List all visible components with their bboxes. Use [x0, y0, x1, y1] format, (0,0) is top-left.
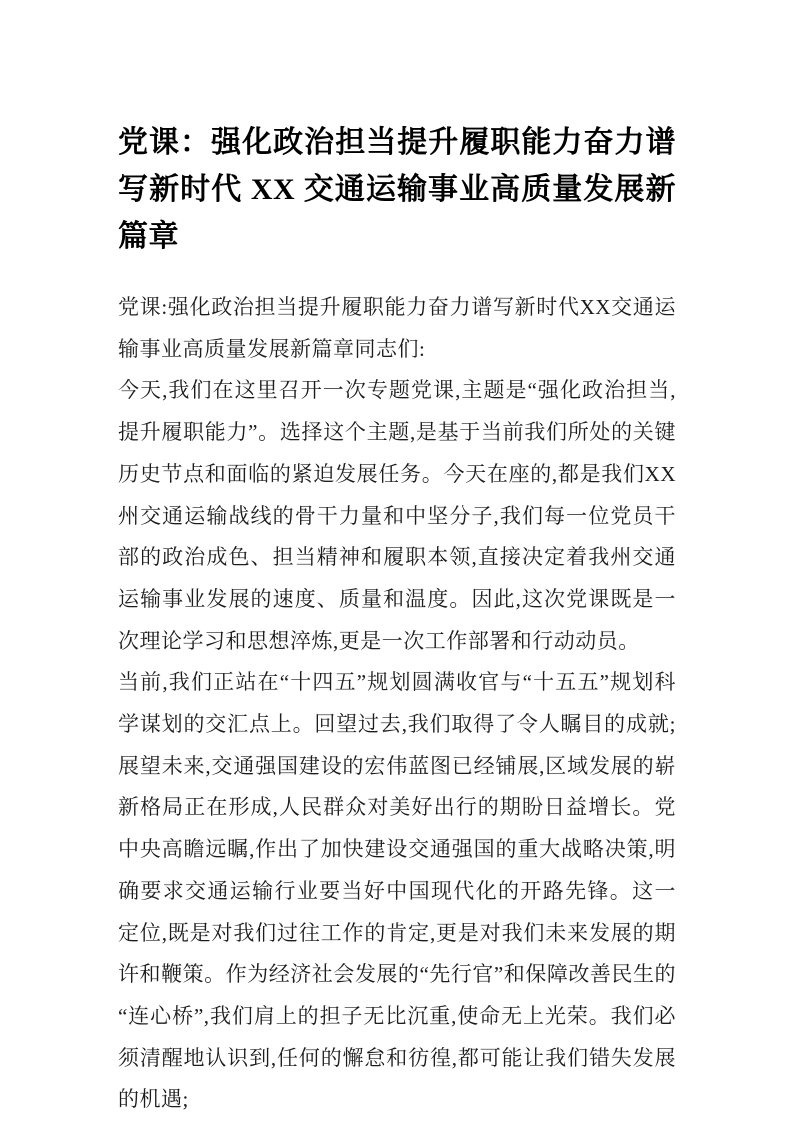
document-title: 党课：强化政治担当提升履职能力奋力谱写新时代 XX 交通运输事业高质量发展新篇章	[118, 126, 676, 253]
document-content	[118, 119, 676, 1121]
paragraph-situation: 当前,我们正站在“十四五”规划圆满收官与“十五五”规划科学谋划的交汇点上。回望过去,我们取得了令人瞩目的成就;展望未来,交通强国建设的宏伟蓝图已经铺展,区域发展的崭新格局正在形成,人民群众对美好出行的期盼日益增长。党中央高瞻远瞩,作出了加快建设交通强国的重大战略决策,明确要求交通运输行业要当好中国现代化的开路先锋。这一定位,既是对我们过往工作的肯定,更是对我们未来发展的期许和鞭策。作为经济社会发展的“先行官”和保障改善民生的“连心桥”,我们肩上的担子无比沉重,使命无上光荣。我们必须清醒地认识到,任何的懈怠和彷徨,都可能让我们错失发展的机遇;	[118, 670, 676, 1112]
document-body	[118, 287, 676, 1121]
paragraph-opening: 今天,我们在这里召开一次专题党课,主题是“强化政治担当,提升履职能力”。选择这个主题,是基于当前我们所处的关键历史节点和面临的紧迫发展任务。今天在座的,都是我们XX州交通运输战线的骨干力量和中坚分子,我们每一位党员干部的政治成色、担当精神和履职本领,直接决定着我州交通运输事业发展的速度、质量和温度。因此,这次党课既是一次理论学习和思想淬炼,更是一次工作部署和行动动员。	[118, 378, 676, 653]
paragraph-salutation: 党课:强化政治担当提升履职能力奋力谱写新时代XX交通运输事业高质量发展新篇章同志们:	[118, 295, 676, 361]
